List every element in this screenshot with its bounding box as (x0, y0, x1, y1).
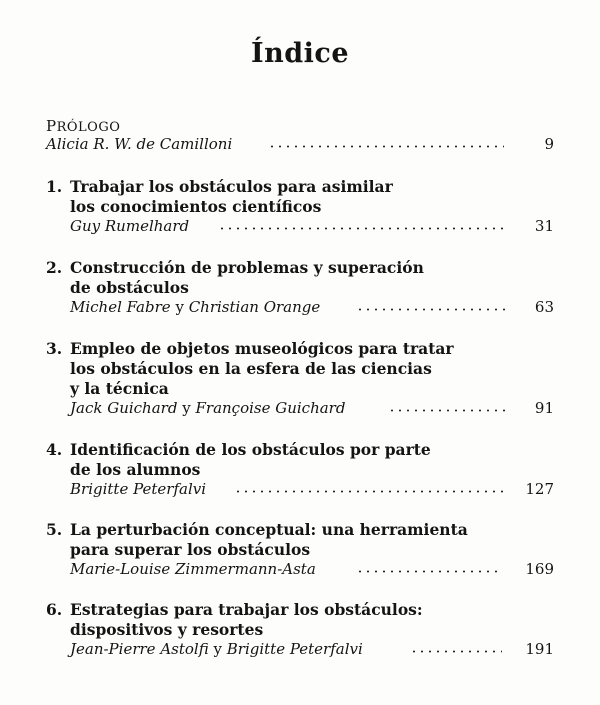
toc-entry-5-title (46, 520, 468, 560)
toc-entry-5-row (0, 560, 600, 580)
leader-dots (410, 650, 502, 653)
entry-title-line: los obstáculos en la esfera de las ciencias (70, 359, 432, 378)
prologue-label (46, 117, 120, 135)
leader-dots (356, 308, 508, 311)
entry-author (70, 399, 345, 417)
entry-title-line: Estrategias para trabajar los obstáculos: (70, 600, 423, 619)
entry-number: 1. (46, 177, 63, 196)
author-conjunction: y (182, 399, 191, 417)
entry-title-line: dispositivos y resortes (70, 620, 264, 639)
entry-title-line: Trabajar los obstáculos para asimilar (70, 177, 393, 196)
prologue-author: Alicia R. W. de Camilloni (46, 135, 233, 153)
toc-entry-1-title (46, 177, 393, 217)
toc-entry-4-row (0, 480, 600, 500)
entry-title-line: de obstáculos (70, 278, 189, 297)
entry-page: 91 (534, 399, 554, 417)
author-name: Brigitte Peterfalvi (70, 480, 207, 498)
author-name: Michel Fabre (70, 298, 171, 316)
author-name: Brigitte Peterfalvi (226, 640, 363, 658)
entry-page: 191 (525, 640, 554, 658)
entry-author (70, 217, 189, 235)
entry-number: 6. (46, 600, 63, 619)
toc-entry-6-title (46, 600, 423, 640)
author-name: Jack Guichard (70, 399, 178, 417)
toc-entry-3-title (46, 339, 454, 399)
entry-page: 127 (525, 480, 554, 498)
entry-number: 4. (46, 440, 63, 459)
toc-entry-4-title (46, 440, 431, 480)
entry-author (70, 560, 316, 578)
author-name: Marie-Louise Zimmermann-Asta (70, 560, 316, 578)
entry-author (70, 640, 363, 658)
toc-entry-2-row (0, 298, 600, 318)
entry-title-line: La perturbación conceptual: una herramienta (70, 520, 468, 539)
author-name: Christian Orange (188, 298, 321, 316)
entry-author (70, 480, 206, 498)
leader-dots (356, 570, 502, 573)
entry-author (70, 298, 320, 316)
entry-page: 63 (534, 298, 554, 316)
leader-dots (388, 409, 508, 412)
toc-entry-6-row (0, 640, 600, 660)
entry-page: 31 (534, 217, 554, 235)
entry-number: 2. (46, 258, 63, 277)
entry-number: 5. (46, 520, 63, 539)
toc-entry-2-title (46, 258, 424, 298)
entry-title-line: Empleo de objetos museológicos para tratar (70, 339, 454, 358)
entry-title-line: y la técnica (70, 379, 169, 398)
entry-number: 3. (46, 339, 63, 358)
leader-dots (234, 490, 508, 493)
toc-entry-3-row (0, 399, 600, 419)
author-name: Françoise Guichard (195, 399, 346, 417)
entry-page: 169 (525, 560, 554, 578)
entry-title-line: de los alumnos (70, 460, 201, 479)
author-name: Jean-Pierre Astolfi (70, 640, 209, 658)
entry-title-line: Identificación de los obstáculos por parte (70, 440, 431, 459)
leader-dots (218, 227, 508, 230)
entry-title-line: los conocimientos científicos (70, 197, 322, 216)
prologue-row (0, 135, 600, 155)
toc-entry-1-row (0, 217, 600, 237)
author-name: Guy Rumelhard (70, 217, 190, 235)
prologue-label-rest: RÓLOGO (56, 120, 121, 135)
prologue-label-initial: P (46, 117, 57, 135)
page-title: Índice (250, 38, 349, 69)
entry-title-line: Construcción de problemas y superación (70, 258, 424, 277)
author-conjunction: y (175, 298, 184, 316)
author-conjunction: y (213, 640, 222, 658)
entry-title-line: para superar los obstáculos (70, 540, 311, 559)
prologue-page: 9 (544, 135, 554, 153)
leader-dots (268, 145, 504, 148)
